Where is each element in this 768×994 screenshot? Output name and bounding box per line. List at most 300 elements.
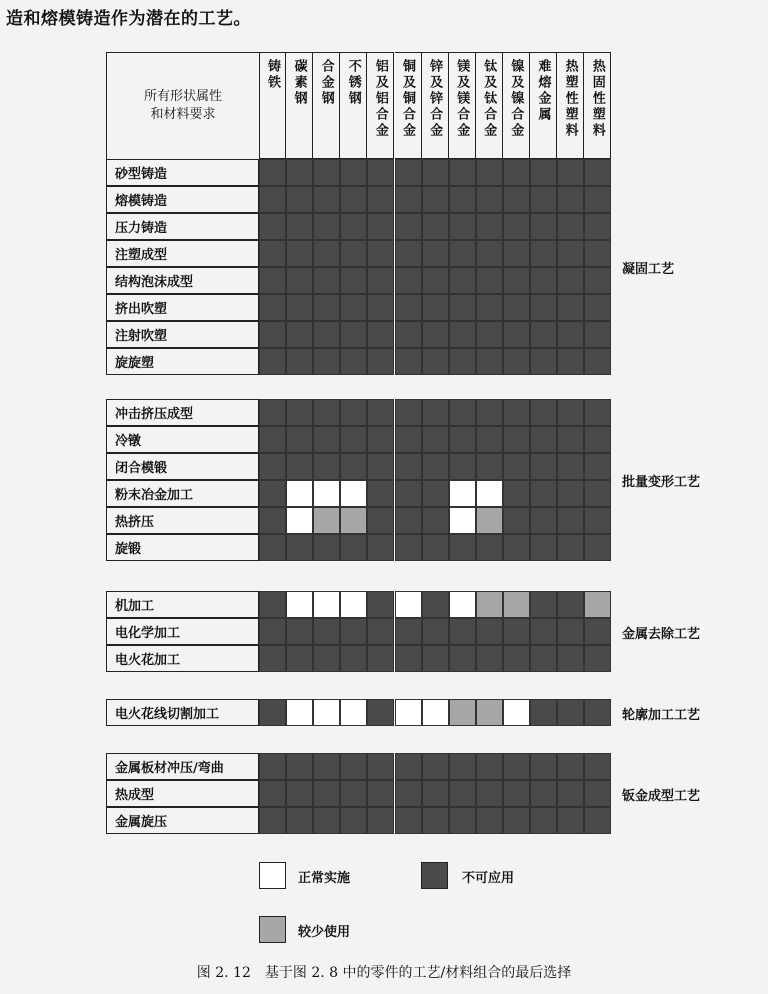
matrix-cell xyxy=(259,591,286,618)
matrix-cell xyxy=(422,159,449,186)
matrix-cell xyxy=(259,267,286,294)
matrix-cell xyxy=(286,780,313,807)
matrix-cell xyxy=(503,753,530,780)
matrix-cell xyxy=(557,426,584,453)
matrix-cell xyxy=(584,399,611,426)
header-label-line-1: 所有形状属性 xyxy=(143,89,222,104)
matrix-cell xyxy=(476,426,503,453)
matrix-cell xyxy=(422,507,449,534)
matrix-cell xyxy=(449,480,476,507)
matrix-cell xyxy=(530,426,557,453)
matrix-cell xyxy=(584,591,611,618)
matrix-cell xyxy=(259,186,286,213)
column-header: 合金钢 xyxy=(313,52,340,159)
matrix-cell xyxy=(367,807,394,834)
process-row-label: 熔模铸造 xyxy=(106,186,259,213)
matrix-cell xyxy=(286,480,313,507)
legend-swatch xyxy=(421,862,448,889)
matrix-cell xyxy=(395,753,422,780)
matrix-cell xyxy=(476,780,503,807)
matrix-cell xyxy=(449,753,476,780)
matrix-cell xyxy=(449,399,476,426)
matrix-cell xyxy=(557,591,584,618)
matrix-cell xyxy=(395,807,422,834)
matrix-cell xyxy=(259,321,286,348)
matrix-cell xyxy=(449,807,476,834)
matrix-cell xyxy=(422,780,449,807)
matrix-cell xyxy=(530,321,557,348)
process-row-label: 冲击挤压成型 xyxy=(106,399,259,426)
matrix-cell xyxy=(476,591,503,618)
matrix-cell xyxy=(449,186,476,213)
matrix-cell xyxy=(584,807,611,834)
header-label-box xyxy=(106,52,259,159)
process-row-label: 粉末冶金加工 xyxy=(106,480,259,507)
matrix-cell xyxy=(340,321,367,348)
matrix-cell xyxy=(449,699,476,726)
legend-label: 较少使用 xyxy=(298,925,351,940)
matrix-cell xyxy=(584,159,611,186)
matrix-cell xyxy=(557,321,584,348)
process-row-label: 冷镦 xyxy=(106,426,259,453)
matrix-cell xyxy=(286,807,313,834)
matrix-cell xyxy=(557,753,584,780)
matrix-cell xyxy=(367,240,394,267)
matrix-cell xyxy=(449,780,476,807)
matrix-cell xyxy=(340,507,367,534)
matrix-cell xyxy=(449,453,476,480)
process-row-label: 砂型铸造 xyxy=(106,159,259,186)
column-header: 镍及镍合金 xyxy=(503,52,530,159)
matrix-cell xyxy=(503,348,530,375)
matrix-cell xyxy=(367,591,394,618)
process-row-label: 挤出吹塑 xyxy=(106,294,259,321)
matrix-cell xyxy=(313,618,340,645)
process-row-label: 电火花线切割加工 xyxy=(106,699,259,726)
column-header: 钛及钛合金 xyxy=(476,52,503,159)
matrix-cell xyxy=(286,267,313,294)
matrix-cell xyxy=(503,426,530,453)
matrix-cell xyxy=(395,645,422,672)
matrix-cell xyxy=(313,453,340,480)
matrix-cell xyxy=(584,240,611,267)
matrix-cell xyxy=(422,453,449,480)
matrix-cell xyxy=(259,399,286,426)
matrix-cell xyxy=(395,534,422,561)
matrix-cell xyxy=(286,534,313,561)
matrix-cell xyxy=(395,780,422,807)
matrix-cell xyxy=(557,186,584,213)
matrix-cell xyxy=(422,321,449,348)
process-row-label: 注射吹塑 xyxy=(106,321,259,348)
process-row-label: 结构泡沫成型 xyxy=(106,267,259,294)
matrix-cell xyxy=(557,348,584,375)
process-row-label: 机加工 xyxy=(106,591,259,618)
matrix-cell xyxy=(584,645,611,672)
matrix-cell xyxy=(313,321,340,348)
matrix-cell xyxy=(557,159,584,186)
matrix-cell xyxy=(340,807,367,834)
matrix-cell xyxy=(557,507,584,534)
matrix-cell xyxy=(530,618,557,645)
matrix-cell xyxy=(340,348,367,375)
matrix-cell xyxy=(557,453,584,480)
matrix-cell xyxy=(395,453,422,480)
matrix-cell xyxy=(367,753,394,780)
matrix-cell xyxy=(422,699,449,726)
matrix-cell xyxy=(259,294,286,321)
matrix-cell xyxy=(503,780,530,807)
matrix-cell xyxy=(584,507,611,534)
matrix-cell xyxy=(503,213,530,240)
matrix-cell xyxy=(313,699,340,726)
matrix-cell xyxy=(313,534,340,561)
group-label: 凝固工艺 xyxy=(622,262,675,277)
matrix-cell xyxy=(340,186,367,213)
matrix-cell xyxy=(340,294,367,321)
process-row-label: 旋锻 xyxy=(106,534,259,561)
matrix-cell xyxy=(476,480,503,507)
matrix-cell xyxy=(476,294,503,321)
matrix-cell xyxy=(286,186,313,213)
matrix-cell xyxy=(584,321,611,348)
matrix-cell xyxy=(503,807,530,834)
matrix-cell xyxy=(503,645,530,672)
matrix-cell xyxy=(313,591,340,618)
matrix-cell xyxy=(476,618,503,645)
matrix-cell xyxy=(313,267,340,294)
matrix-cell xyxy=(557,240,584,267)
matrix-cell xyxy=(340,534,367,561)
matrix-cell xyxy=(449,507,476,534)
matrix-cell xyxy=(367,780,394,807)
matrix-cell xyxy=(340,240,367,267)
matrix-cell xyxy=(340,645,367,672)
matrix-cell xyxy=(313,159,340,186)
matrix-cell xyxy=(422,294,449,321)
matrix-cell xyxy=(259,213,286,240)
matrix-cell xyxy=(476,159,503,186)
matrix-cell xyxy=(476,186,503,213)
matrix-cell xyxy=(530,267,557,294)
matrix-cell xyxy=(530,348,557,375)
matrix-cell xyxy=(313,507,340,534)
matrix-cell xyxy=(584,780,611,807)
matrix-cell xyxy=(449,645,476,672)
matrix-cell xyxy=(286,399,313,426)
matrix-cell xyxy=(340,453,367,480)
legend-label: 不可应用 xyxy=(462,871,515,886)
matrix-cell xyxy=(557,807,584,834)
matrix-cell xyxy=(313,348,340,375)
matrix-cell xyxy=(313,186,340,213)
process-row-label: 金属板材冲压/弯曲 xyxy=(106,753,259,780)
matrix-cell xyxy=(476,399,503,426)
matrix-cell xyxy=(503,399,530,426)
matrix-cell xyxy=(340,753,367,780)
matrix-cell xyxy=(476,534,503,561)
matrix-cell xyxy=(584,534,611,561)
matrix-cell xyxy=(340,591,367,618)
matrix-cell xyxy=(530,507,557,534)
matrix-cell xyxy=(476,753,503,780)
matrix-cell xyxy=(367,645,394,672)
process-row-label: 压力铸造 xyxy=(106,213,259,240)
matrix-cell xyxy=(503,480,530,507)
matrix-cell xyxy=(584,426,611,453)
matrix-cell xyxy=(259,507,286,534)
matrix-cell xyxy=(286,294,313,321)
matrix-cell xyxy=(367,534,394,561)
matrix-cell xyxy=(557,399,584,426)
matrix-cell xyxy=(340,159,367,186)
process-row-label: 热挤压 xyxy=(106,507,259,534)
matrix-cell xyxy=(503,534,530,561)
group-label: 轮廓加工工艺 xyxy=(622,707,701,723)
matrix-cell xyxy=(503,618,530,645)
process-row-label: 电火花加工 xyxy=(106,645,259,672)
matrix-cell xyxy=(286,591,313,618)
matrix-cell xyxy=(340,780,367,807)
column-header: 难熔金属 xyxy=(530,52,557,159)
matrix-cell xyxy=(557,294,584,321)
matrix-cell xyxy=(395,426,422,453)
matrix-cell xyxy=(584,699,611,726)
matrix-cell xyxy=(476,213,503,240)
column-header: 铜及铜合金 xyxy=(395,52,422,159)
matrix-cell xyxy=(530,534,557,561)
matrix-cell xyxy=(259,453,286,480)
matrix-cell xyxy=(530,807,557,834)
matrix-cell xyxy=(259,699,286,726)
matrix-cell xyxy=(395,159,422,186)
matrix-cell xyxy=(259,426,286,453)
matrix-cell xyxy=(367,618,394,645)
matrix-cell xyxy=(530,591,557,618)
matrix-cell xyxy=(395,591,422,618)
matrix-cell xyxy=(313,213,340,240)
matrix-cell xyxy=(503,267,530,294)
matrix-cell xyxy=(584,453,611,480)
matrix-cell xyxy=(422,213,449,240)
matrix-cell xyxy=(286,453,313,480)
matrix-cell xyxy=(340,480,367,507)
process-row-label: 电化学加工 xyxy=(106,618,259,645)
matrix-cell xyxy=(395,618,422,645)
figure-caption: 图 2. 12 基于图 2. 8 中的零件的工艺/材料组合的最后选择 xyxy=(196,965,572,981)
matrix-cell xyxy=(395,507,422,534)
matrix-cell xyxy=(449,294,476,321)
matrix-cell xyxy=(259,240,286,267)
header-label-line-2: 和材料要求 xyxy=(150,107,216,122)
matrix-cell xyxy=(259,780,286,807)
matrix-cell xyxy=(422,753,449,780)
matrix-cell xyxy=(313,645,340,672)
matrix-cell xyxy=(259,348,286,375)
legend-label: 正常实施 xyxy=(298,871,351,886)
column-header: 铸铁 xyxy=(259,52,286,159)
matrix-cell xyxy=(422,591,449,618)
matrix-cell xyxy=(367,399,394,426)
matrix-cell xyxy=(422,348,449,375)
process-row-label: 金属旋压 xyxy=(106,807,259,834)
matrix-cell xyxy=(449,321,476,348)
column-header: 不锈钢 xyxy=(340,52,367,159)
matrix-cell xyxy=(313,294,340,321)
matrix-cell xyxy=(367,426,394,453)
column-header: 热固性塑料 xyxy=(584,52,611,159)
matrix-cell xyxy=(584,753,611,780)
matrix-cell xyxy=(286,753,313,780)
matrix-cell xyxy=(503,591,530,618)
matrix-cell xyxy=(286,507,313,534)
matrix-cell xyxy=(395,480,422,507)
matrix-cell xyxy=(476,240,503,267)
matrix-cell xyxy=(367,321,394,348)
matrix-cell xyxy=(367,159,394,186)
process-row-label: 旋旋塑 xyxy=(106,348,259,375)
group-label: 金属去除工艺 xyxy=(622,626,701,642)
matrix-cell xyxy=(340,213,367,240)
matrix-cell xyxy=(259,645,286,672)
matrix-cell xyxy=(476,807,503,834)
matrix-cell xyxy=(340,399,367,426)
matrix-cell xyxy=(422,645,449,672)
matrix-cell xyxy=(395,213,422,240)
matrix-cell xyxy=(395,240,422,267)
matrix-cell xyxy=(476,348,503,375)
legend-swatch xyxy=(259,916,286,943)
column-header: 锌及锌合金 xyxy=(422,52,449,159)
column-header: 碳素钢 xyxy=(286,52,313,159)
matrix-cell xyxy=(367,267,394,294)
matrix-cell xyxy=(557,213,584,240)
process-row-label: 闭合模锻 xyxy=(106,453,259,480)
matrix-cell xyxy=(503,321,530,348)
matrix-cell xyxy=(584,348,611,375)
matrix-cell xyxy=(557,645,584,672)
matrix-cell xyxy=(449,618,476,645)
matrix-cell xyxy=(422,426,449,453)
matrix-cell xyxy=(367,186,394,213)
matrix-cell xyxy=(340,618,367,645)
matrix-cell xyxy=(530,699,557,726)
matrix-cell xyxy=(259,534,286,561)
matrix-cell xyxy=(557,480,584,507)
matrix-cell xyxy=(367,294,394,321)
matrix-cell xyxy=(503,186,530,213)
matrix-cell xyxy=(449,426,476,453)
matrix-cell xyxy=(530,645,557,672)
matrix-cell xyxy=(530,780,557,807)
matrix-cell xyxy=(313,807,340,834)
matrix-cell xyxy=(449,240,476,267)
matrix-cell xyxy=(503,159,530,186)
matrix-cell xyxy=(259,618,286,645)
matrix-cell xyxy=(286,348,313,375)
matrix-cell xyxy=(422,240,449,267)
matrix-cell xyxy=(313,240,340,267)
matrix-cell xyxy=(557,618,584,645)
matrix-cell xyxy=(395,294,422,321)
matrix-cell xyxy=(422,267,449,294)
matrix-cell xyxy=(584,480,611,507)
matrix-cell xyxy=(584,294,611,321)
matrix-cell xyxy=(530,186,557,213)
matrix-cell xyxy=(557,267,584,294)
matrix-cell xyxy=(259,807,286,834)
matrix-cell xyxy=(422,534,449,561)
matrix-cell xyxy=(313,399,340,426)
matrix-cell xyxy=(395,321,422,348)
matrix-cell xyxy=(286,159,313,186)
matrix-cell xyxy=(476,507,503,534)
matrix-cell xyxy=(476,699,503,726)
matrix-cell xyxy=(530,240,557,267)
matrix-cell xyxy=(584,618,611,645)
matrix-cell xyxy=(530,453,557,480)
matrix-cell xyxy=(422,480,449,507)
matrix-cell xyxy=(449,348,476,375)
matrix-cell xyxy=(530,213,557,240)
matrix-cell xyxy=(367,453,394,480)
matrix-cell xyxy=(395,399,422,426)
matrix-cell xyxy=(584,186,611,213)
matrix-cell xyxy=(584,213,611,240)
matrix-cell xyxy=(395,699,422,726)
matrix-cell xyxy=(367,507,394,534)
matrix-cell xyxy=(340,267,367,294)
process-row-label: 热成型 xyxy=(106,780,259,807)
matrix-cell xyxy=(476,321,503,348)
matrix-cell xyxy=(557,699,584,726)
matrix-cell xyxy=(449,159,476,186)
matrix-cell xyxy=(584,267,611,294)
matrix-cell xyxy=(395,267,422,294)
matrix-cell xyxy=(259,480,286,507)
matrix-cell xyxy=(367,480,394,507)
matrix-cell xyxy=(503,240,530,267)
matrix-cell xyxy=(476,645,503,672)
matrix-cell xyxy=(503,507,530,534)
matrix-cell xyxy=(530,399,557,426)
legend-swatch xyxy=(259,862,286,889)
matrix-cell xyxy=(313,753,340,780)
matrix-cell xyxy=(395,186,422,213)
process-row-label: 注塑成型 xyxy=(106,240,259,267)
group-label: 批量变形工艺 xyxy=(622,475,701,490)
intro-text: 造和熔模铸造作为潜在的工艺。 xyxy=(6,9,251,29)
group-label: 钣金成型工艺 xyxy=(622,788,701,804)
matrix-cell xyxy=(530,480,557,507)
matrix-cell xyxy=(449,591,476,618)
matrix-cell xyxy=(503,453,530,480)
matrix-cell xyxy=(422,399,449,426)
matrix-cell xyxy=(422,186,449,213)
matrix-cell xyxy=(340,426,367,453)
matrix-cell xyxy=(395,348,422,375)
matrix-cell xyxy=(367,699,394,726)
matrix-cell xyxy=(286,618,313,645)
matrix-cell xyxy=(313,780,340,807)
matrix-cell xyxy=(313,480,340,507)
matrix-cell xyxy=(286,213,313,240)
matrix-cell xyxy=(313,426,340,453)
matrix-cell xyxy=(259,159,286,186)
matrix-cell xyxy=(449,213,476,240)
matrix-cell xyxy=(557,780,584,807)
matrix-cell xyxy=(367,348,394,375)
